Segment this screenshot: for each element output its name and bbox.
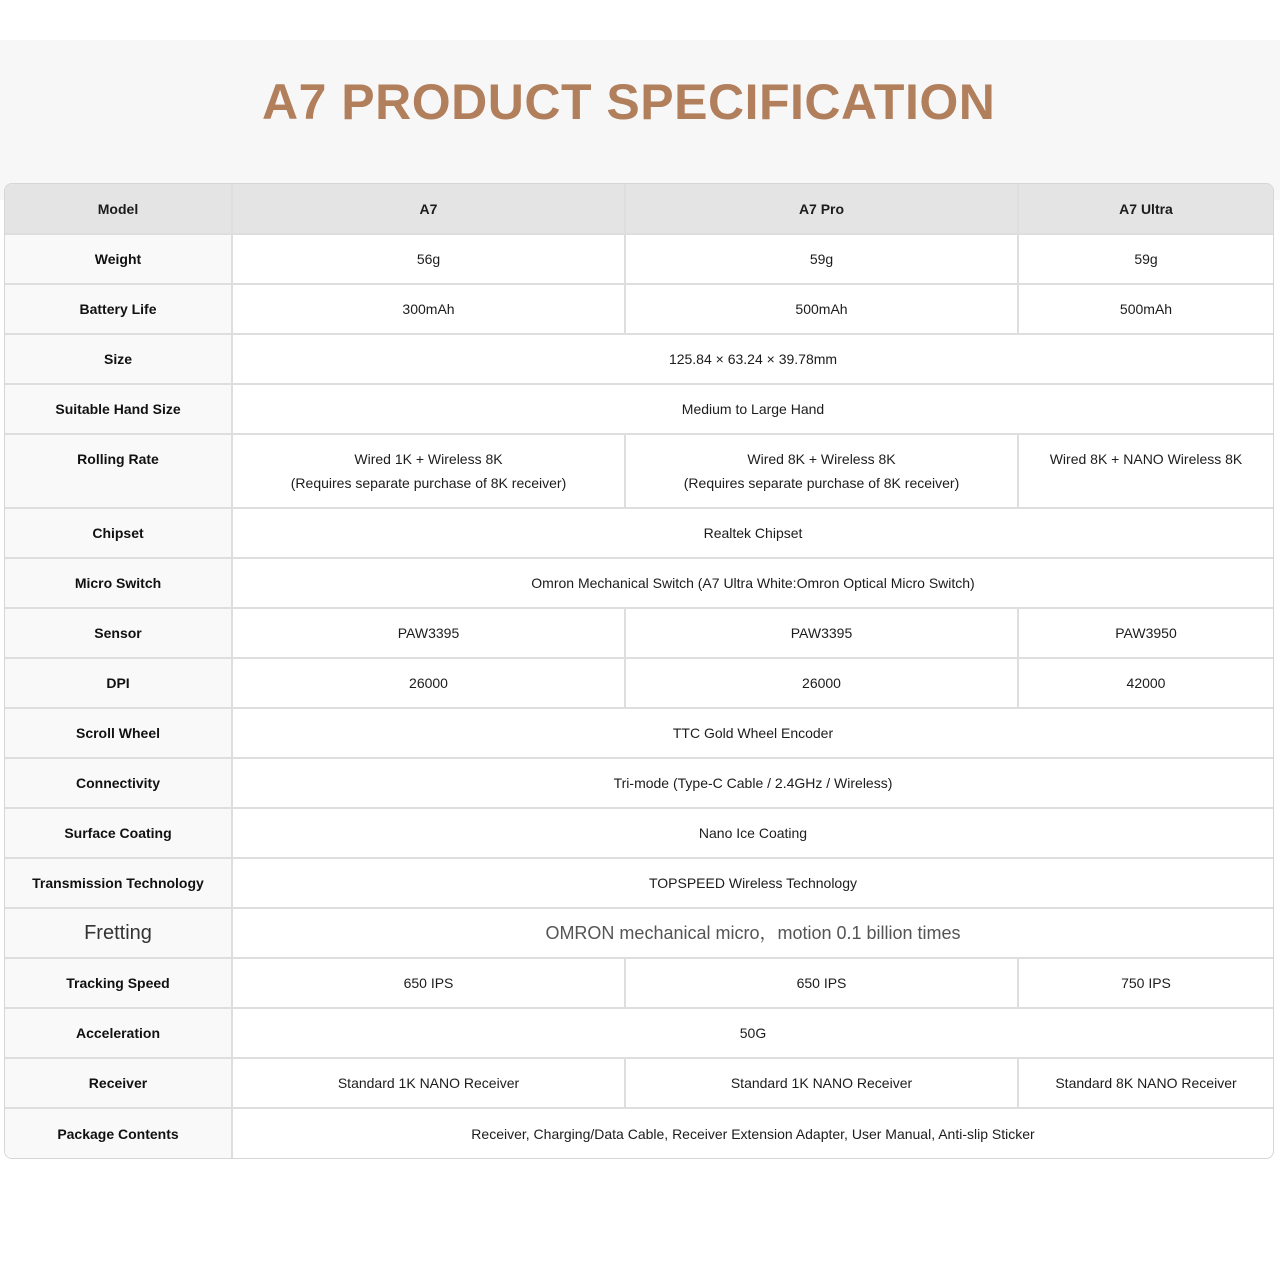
cell-value xyxy=(1018,434,1273,508)
table-row-package-contents xyxy=(5,1108,1273,1158)
row-label: Tracking Speed xyxy=(5,958,232,1008)
cell-value: TOPSPEED Wireless Technology xyxy=(232,858,1273,908)
cell-value: 500mAh xyxy=(625,284,1018,334)
cell-line: Wired 8K + Wireless 8K xyxy=(747,451,896,467)
cell-value xyxy=(625,434,1018,508)
cell-value: Standard 8K NANO Receiver xyxy=(1018,1058,1273,1108)
cell-value: 500mAh xyxy=(1018,284,1273,334)
cell-value xyxy=(232,434,625,508)
cell-line-note: (Requires separate purchase of 8K receiver) xyxy=(683,475,960,491)
row-label: DPI xyxy=(5,658,232,708)
row-label: Rolling Rate xyxy=(5,434,232,508)
cell-value: 59g xyxy=(625,234,1018,284)
cell-value: Receiver, Charging/Data Cable, Receiver Extension Adapter, User Manual, Anti-slip Sticker xyxy=(471,1125,1035,1142)
spec-table xyxy=(5,184,1273,1158)
table-row-rolling-rate xyxy=(5,434,1273,508)
cell-value: Standard 1K NANO Receiver xyxy=(232,1058,625,1108)
row-label: Chipset xyxy=(5,508,232,558)
table-row-sensor xyxy=(5,608,1273,658)
row-label: Sensor xyxy=(5,608,232,658)
row-label: Micro Switch xyxy=(5,558,232,608)
row-label: Transmission Technology xyxy=(5,858,232,908)
cell-value: Medium to Large Hand xyxy=(232,384,1273,434)
table-row-acceleration xyxy=(5,1008,1273,1058)
cell-value: OMRON mechanical micro，motion 0.1 billion times xyxy=(232,908,1273,958)
cell-value: Standard 1K NANO Receiver xyxy=(625,1058,1018,1108)
cell-value: 59g xyxy=(1018,234,1273,284)
table-row-connectivity xyxy=(5,758,1273,808)
table-row-chipset xyxy=(5,508,1273,558)
cell-value: 750 IPS xyxy=(1018,958,1273,1008)
cell-value: Tri-mode (Type-C Cable / 2.4GHz / Wireless) xyxy=(232,758,1273,808)
row-label: Fretting xyxy=(5,908,232,958)
table-row-micro-switch xyxy=(5,558,1273,608)
cell-value: 50G xyxy=(232,1008,1273,1058)
table-row-receiver xyxy=(5,1058,1273,1108)
row-label: Receiver xyxy=(5,1058,232,1108)
spec-table-container xyxy=(4,183,1274,1159)
cell-value: Nano Ice Coating xyxy=(232,808,1273,858)
cell-value: Realtek Chipset xyxy=(232,508,1273,558)
header-model-a7: A7 xyxy=(232,184,625,234)
header-model-a7-ultra: A7 Ultra xyxy=(1018,184,1273,234)
cell-line-note: (Requires separate purchase of 8K receiver) xyxy=(290,475,567,491)
cell-value: 650 IPS xyxy=(625,958,1018,1008)
row-label: Size xyxy=(5,334,232,384)
row-label: Scroll Wheel xyxy=(5,708,232,758)
cell-value: PAW3395 xyxy=(625,608,1018,658)
header-label: Model xyxy=(5,184,232,234)
table-row-fretting xyxy=(5,908,1273,958)
cell-value: 26000 xyxy=(232,658,625,708)
header-model-a7-pro: A7 Pro xyxy=(625,184,1018,234)
table-row-surface-coating xyxy=(5,808,1273,858)
table-row-size xyxy=(5,334,1273,384)
row-label: Suitable Hand Size xyxy=(5,384,232,434)
table-row-transmission xyxy=(5,858,1273,908)
cell-value: PAW3950 xyxy=(1018,608,1273,658)
table-header-row xyxy=(5,184,1273,234)
row-label: Battery Life xyxy=(5,284,232,334)
row-label: Connectivity xyxy=(5,758,232,808)
cell-value: Omron Mechanical Switch (A7 Ultra White:Omron Optical Micro Switch) xyxy=(232,558,1273,608)
cell-value: 650 IPS xyxy=(232,958,625,1008)
row-label: Surface Coating xyxy=(5,808,232,858)
row-label: Acceleration xyxy=(5,1008,232,1058)
table-row-scroll-wheel xyxy=(5,708,1273,758)
cell-line: Wired 8K + NANO Wireless 8K xyxy=(1049,451,1243,467)
table-row-battery xyxy=(5,284,1273,334)
cell-value: 26000 xyxy=(625,658,1018,708)
cell-value: 300mAh xyxy=(232,284,625,334)
cell-value: 125.84 × 63.24 × 39.78mm xyxy=(232,334,1273,384)
cell-value: TTC Gold Wheel Encoder xyxy=(232,708,1273,758)
cell-value: 56g xyxy=(232,234,625,284)
row-label: Package Contents xyxy=(5,1108,232,1158)
table-row-tracking-speed xyxy=(5,958,1273,1008)
cell-value: 42000 xyxy=(1018,658,1273,708)
table-row-weight xyxy=(5,234,1273,284)
page-title: A7 PRODUCT SPECIFICATION xyxy=(262,74,996,130)
table-row-dpi xyxy=(5,658,1273,708)
cell-line: Wired 1K + Wireless 8K xyxy=(354,451,503,467)
row-label: Weight xyxy=(5,234,232,284)
cell-value: PAW3395 xyxy=(232,608,625,658)
table-row-hand-size xyxy=(5,384,1273,434)
